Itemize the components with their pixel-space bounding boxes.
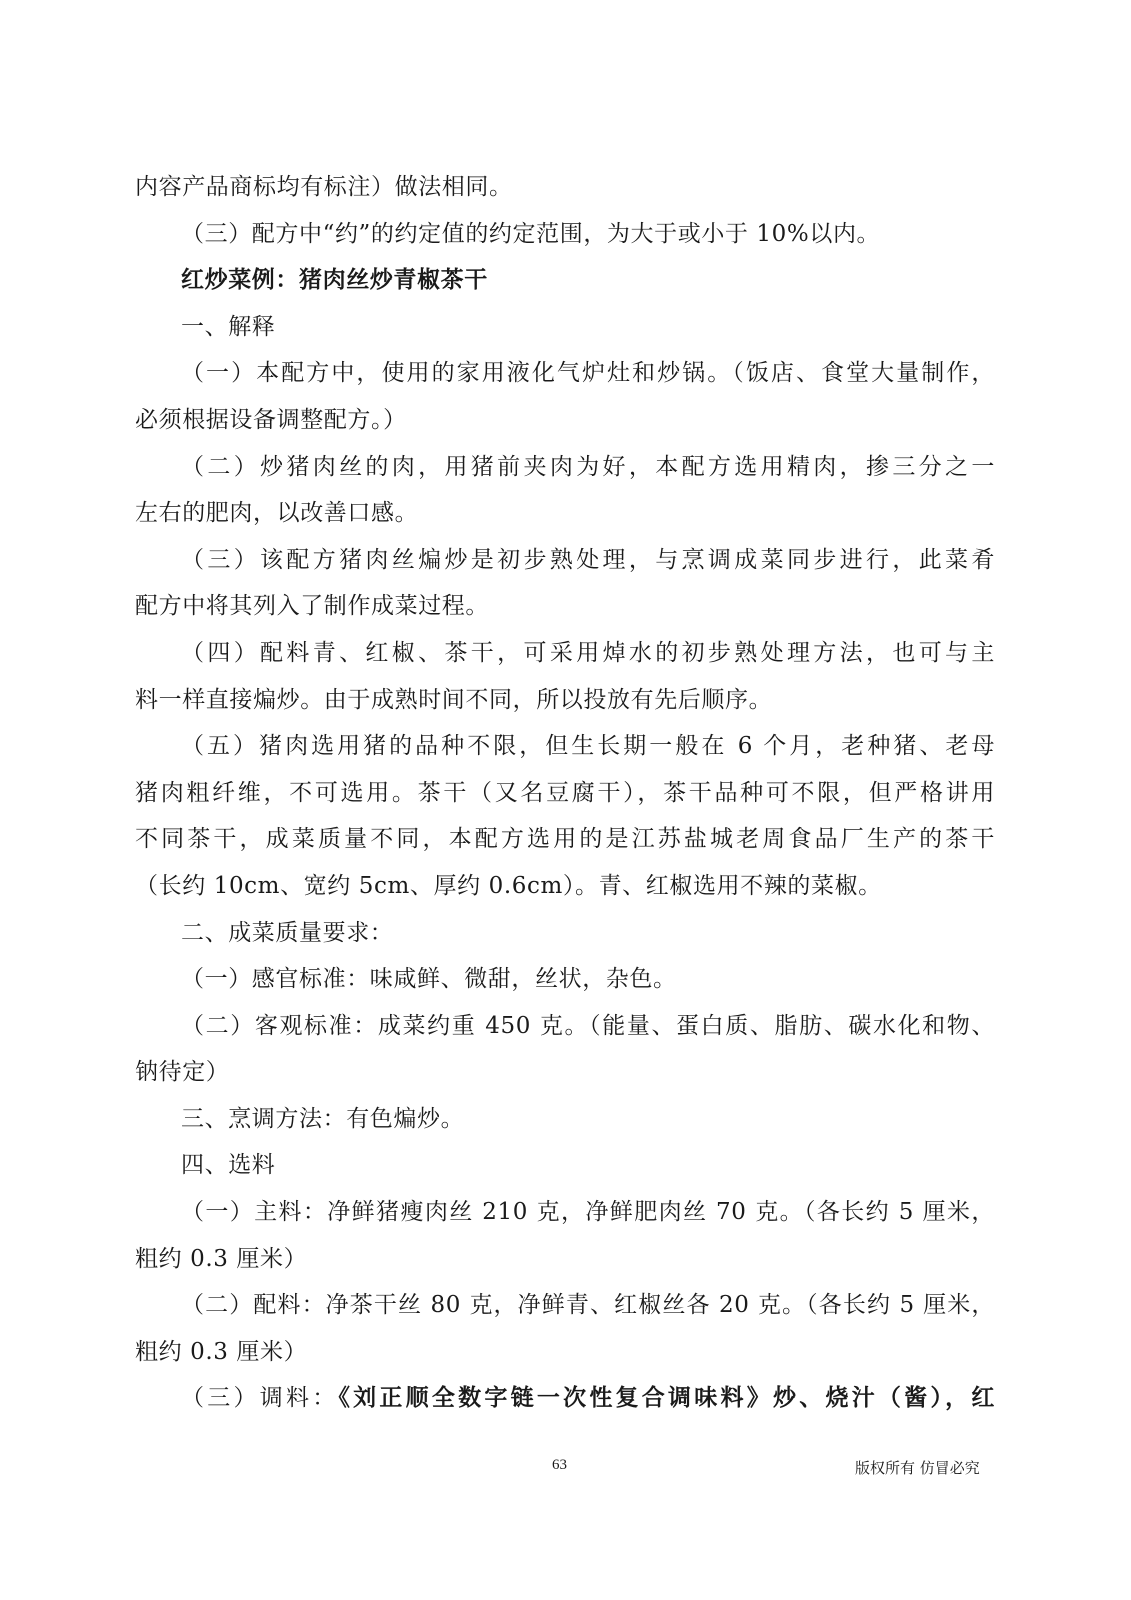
seasoning-product-name: 《刘正顺全数字链一次性复合调味料》炒、烧汁（酱），红: [338, 1384, 995, 1412]
body-line: （五）猪肉选用猪的品种不限，但生长期一般在 6 个月，老种猪、老母: [181, 733, 995, 760]
body-line: （二）客观标准：成菜约重 450 克。（能量、蛋白质、脂肪、碳水化和物、: [181, 1012, 995, 1039]
body-line: 钠待定）: [135, 1059, 230, 1086]
body-line: 必须根据设备调整配方。）: [135, 406, 407, 433]
body-line: 粗约 0.3 厘米）: [135, 1338, 308, 1365]
body-line: 料一样直接煸炒。由于成熟时间不同，所以投放有先后顺序。: [135, 686, 773, 713]
body-line: （三）该配方猪肉丝煸炒是初步熟处理，与烹调成菜同步进行，此菜肴: [181, 546, 995, 573]
body-line: （二）配料：净茶干丝 80 克，净鲜青、红椒丝各 20 克。（各长约 5 厘米，: [181, 1292, 995, 1319]
section-heading-explanation: 一、解释: [181, 313, 276, 340]
recipe-heading: 红炒菜例：猪肉丝炒青椒茶干: [181, 266, 488, 294]
body-line: （一）本配方中，使用的家用液化气炉灶和炒锅。（饭店、食堂大量制作，: [181, 360, 995, 387]
body-line: 粗约 0.3 厘米）: [135, 1245, 308, 1272]
page-footer: [0, 1457, 1131, 1481]
body-line-seasoning: [135, 1375, 995, 1422]
body-line: （二）炒猪肉丝的肉，用猪前夹肉为好，本配方选用精肉，掺三分之一: [181, 453, 995, 480]
body-line: 猪肉粗纤维，不可选用。茶干（又名豆腐干），茶干品种可不限，但严格讲用: [135, 779, 995, 806]
seasoning-label: （三）调料：: [181, 1385, 339, 1412]
body-line: （三）配方中“约”的约定值的约定范围，为大于或小于 10%以内。: [181, 220, 881, 247]
body-line: （长约 10cm、宽约 5cm、厚约 0.6cm）。青、红椒选用不辣的菜椒。: [135, 872, 882, 899]
body-line: 配方中将其列入了制作成菜过程。: [135, 593, 489, 620]
document-body: [135, 164, 995, 1422]
body-line: 内容产品商标均有标注）做法相同。: [135, 174, 513, 200]
section-heading-ingredients: 四、选料: [181, 1152, 276, 1179]
body-line: 不同茶干，成菜质量不同，本配方选用的是江苏盐城老周食品厂生产的茶干: [135, 826, 995, 853]
section-heading-method: 三、烹调方法：有色煸炒。: [181, 1105, 465, 1132]
page-number: 63: [552, 1457, 567, 1473]
body-line: （四）配料青、红椒、茶干，可采用焯水的初步熟处理方法，也可与主: [181, 639, 995, 666]
body-line: 左右的肥肉，以改善口感。: [135, 500, 419, 527]
body-line: （一）感官标准：味咸鲜、微甜，丝状，杂色。: [181, 966, 677, 993]
copyright-notice: 版权所有 仿冒必究: [855, 1459, 980, 1477]
body-line: （一）主料：净鲜猪瘦肉丝 210 克，净鲜肥肉丝 70 克。（各长约 5 厘米，: [181, 1199, 995, 1226]
section-heading-quality: 二、成菜质量要求：: [181, 919, 394, 946]
